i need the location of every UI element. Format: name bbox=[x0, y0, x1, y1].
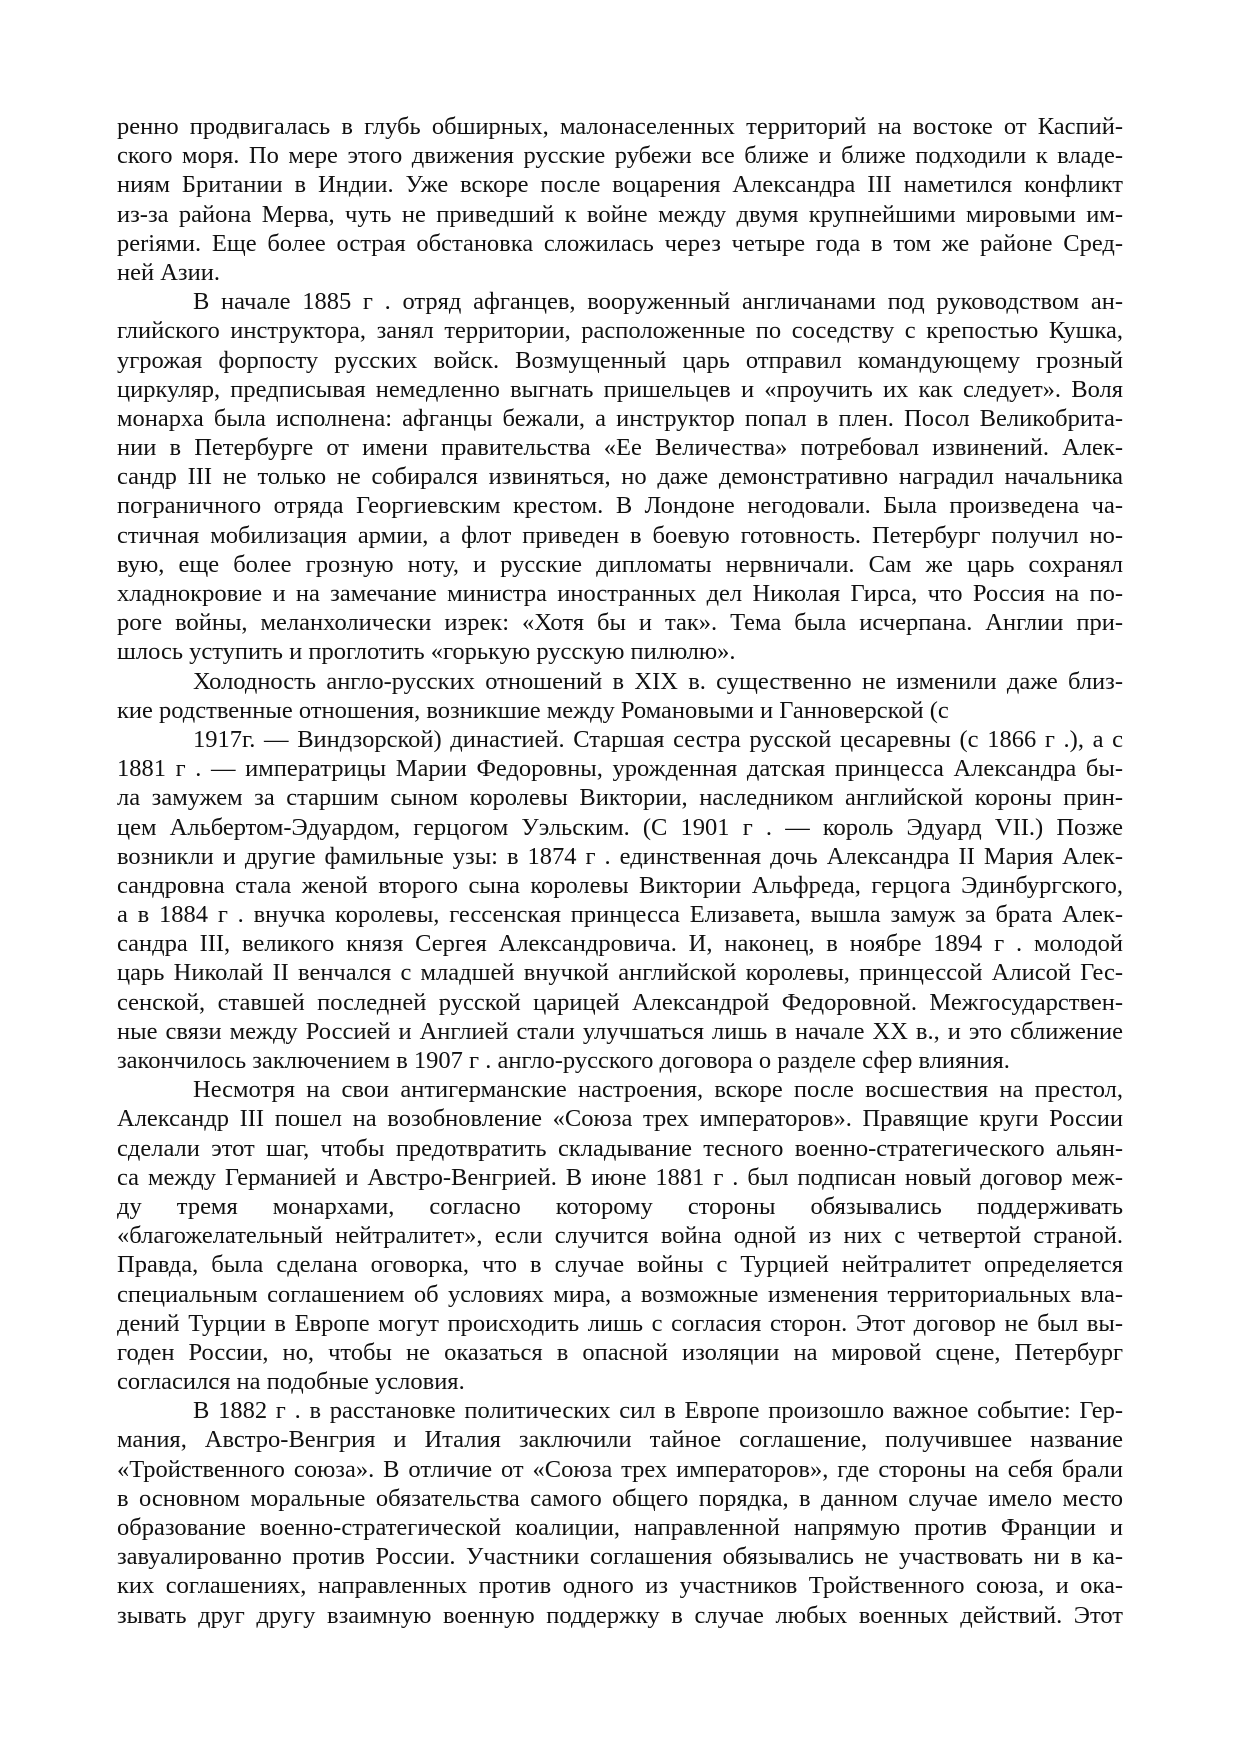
text-line: «Тройственного союза». В отличие от «Союза трех императоров», где стороны на себя брали bbox=[117, 1455, 1123, 1483]
text-line: ду тремя монархами, согласно которому стороны обязывались поддерживать bbox=[117, 1192, 1123, 1220]
text-line: ла замужем за старшим сыном королевы Виктории, наследником английской короны прин- bbox=[117, 784, 1123, 812]
text-line: ренно продвигалась в глубь обширных, малонаселенных территорий на востоке от Каспий- bbox=[117, 113, 1123, 140]
text-line: сенской, ставшей последней русской царицей Александрой Федоровной. Межгосударствен- bbox=[117, 988, 1123, 1016]
text-line: а в 1884 г . внучка королевы, гессенская принцесса Елизавета, вышла замуж за брата Алек- bbox=[117, 901, 1123, 929]
text-line: periями. Еще более острая обстановка сложилась через четыре года в том же районе Сред- bbox=[117, 229, 1123, 257]
text-line: роге войны, меланхолически изрек: «Хотя бы и так». Тема была исчерпана. Англии при- bbox=[117, 609, 1123, 637]
text-line: зывать друг другу взаимную военную поддержку в случае любых военных действий. Этот bbox=[117, 1601, 1123, 1629]
text-line: Правда, была сделана оговорка, что в случае войны с Турцией нейтралитет определяется bbox=[117, 1251, 1123, 1279]
text-line: шлось уступить и проглотить «горькую русскую пилюлю». bbox=[117, 638, 736, 666]
text-line: хладнокровие и на замечание министра иностранных дел Николая Гирса, что Россия на по- bbox=[117, 580, 1123, 607]
text-line: завуалированно против России. Участники соглашения обязывались не участвовать ни в ка- bbox=[117, 1543, 1123, 1571]
text-line: 1917г. — Виндзорской) династией. Старшая сестра русской цесаревны (с 1866 г .), а с bbox=[193, 725, 1123, 753]
text-line: вую, еще более грозную ноту, и русские дипломаты нервничали. Сам же царь сохранял bbox=[117, 550, 1123, 578]
text-line: из-за района Мерва, чуть не приведший к войне между двумя крупнейшими мировыми им- bbox=[117, 200, 1123, 228]
text-line: 1881 г . — императрицы Марии Федоровны, урожденная датская принцесса Александра бы- bbox=[117, 755, 1123, 783]
text-line: мания, Австро-Венгрия и Италия заключили тайное соглашение, получившее название bbox=[117, 1426, 1123, 1454]
text-line: стичная мобилизация армии, а флот приведен в боевую готовность. Петербург получил но- bbox=[117, 521, 1123, 549]
text-line: закончилось заключением в 1907 г . англо-русского договора о разделе сфер влияния. bbox=[117, 1047, 1010, 1074]
text-line: ней Азии. bbox=[117, 258, 220, 286]
text-line: В начале 1885 г . отряд афганцев, вооруженный англичанами под руководством ан- bbox=[193, 288, 1123, 316]
document-page bbox=[117, 112, 1123, 1672]
text-line: образование военно-стратегической коалиции, направленной напрямую против Франции и bbox=[117, 1514, 1123, 1541]
text-line: специальным соглашением об условиях мира, а возможные изменения территориальных вла- bbox=[117, 1280, 1123, 1308]
text-line: годен России, но, чтобы не оказаться в опасной изоляции на мировой сцене, Петербург bbox=[117, 1338, 1123, 1366]
text-line: согласился на подобные условия. bbox=[117, 1368, 465, 1396]
text-line: Холодность англо-русских отношений в XIX в. существенно не изменили даже близ- bbox=[193, 667, 1123, 695]
text-line: цем Альбертом-Эдуардом, герцогом Уэльским. (С 1901 г . — король Эдуард VII.) Позже bbox=[117, 813, 1123, 841]
text-line: «благожелательный нейтралитет», если случится война одной из них с четвертой страной. bbox=[117, 1222, 1123, 1250]
text-line: ные связи между Россией и Англией стали улучшаться лишь в начале XX в., и это сближение bbox=[117, 1017, 1123, 1045]
text-line: царь Николай II венчался с младшей внучкой английской королевы, принцессой Алисой Гес- bbox=[117, 959, 1123, 987]
text-line: ского моря. По мере этого движения русские рубежи все ближе и ближе подходили к владе- bbox=[117, 142, 1123, 170]
text-line: ниям Британии в Индии. Уже вскоре после воцарения Александра III наметился конфликт bbox=[117, 171, 1123, 199]
text-line: монарха была исполнена: афганцы бежали, а инструктор попал в плен. Посол Великобрита- bbox=[117, 404, 1123, 432]
text-line: нии в Петербурге от имени правительства «Ее Величества» потребовал извинений. Алек- bbox=[117, 434, 1123, 462]
text-line: са между Германией и Австро-Венгрией. В июне 1881 г . был подписан новый договор меж- bbox=[117, 1163, 1123, 1191]
text-line: угрожая форпосту русских войск. Возмущенный царь отправил командующему грозный bbox=[117, 346, 1123, 374]
text-line: сандровна стала женой второго сына королевы Виктории Альфреда, герцога Эдинбургского, bbox=[117, 871, 1123, 899]
text-line: дений Турции в Европе могут происходить лишь с согласия сторон. Этот договор не был вы- bbox=[117, 1309, 1123, 1337]
text-line: Александр III пошел на возобновление «Союза трех императоров». Правящие круги России bbox=[117, 1105, 1123, 1133]
text-line: пограничного отряда Георгиевским крестом. В Лондоне негодовали. Была произведена ча- bbox=[117, 492, 1123, 520]
text-line: сандра III, великого князя Сергея Александровича. И, наконец, в ноябре 1894 г . молодой bbox=[117, 930, 1123, 958]
text-line: сандр III не только не собирался извиняться, но даже демонстративно наградил начальника bbox=[117, 463, 1123, 491]
text-line: Несмотря на свои антигерманские настроения, вскоре после восшествия на престол, bbox=[193, 1076, 1123, 1104]
text-line: кие родственные отношения, возникшие между Романовыми и Ганноверской (с bbox=[117, 696, 949, 724]
text-line: сделали этот шаг, чтобы предотвратить складывание тесного военно-стратегического альян- bbox=[117, 1134, 1123, 1162]
text-line: возникли и другие фамильные узы: в 1874 г . единственная дочь Александра II Мария Алек- bbox=[117, 842, 1123, 870]
text-line: ких соглашениях, направленных против одного из участников Тройственного союза, и ока- bbox=[117, 1572, 1123, 1600]
text-line: в основном моральные обязательства самого общего порядка, в данном случае имело место bbox=[117, 1484, 1123, 1512]
text-line: глийского инструктора, занял территории, расположенные по соседству с крепостью Кушка, bbox=[117, 317, 1123, 345]
text-line: циркуляр, предписывая немедленно выгнать пришельцев и «проучить их как следует». Воля bbox=[117, 375, 1123, 403]
text-line: В 1882 г . в расстановке политических сил в Европе произошло важное событие: Гер- bbox=[193, 1397, 1123, 1425]
